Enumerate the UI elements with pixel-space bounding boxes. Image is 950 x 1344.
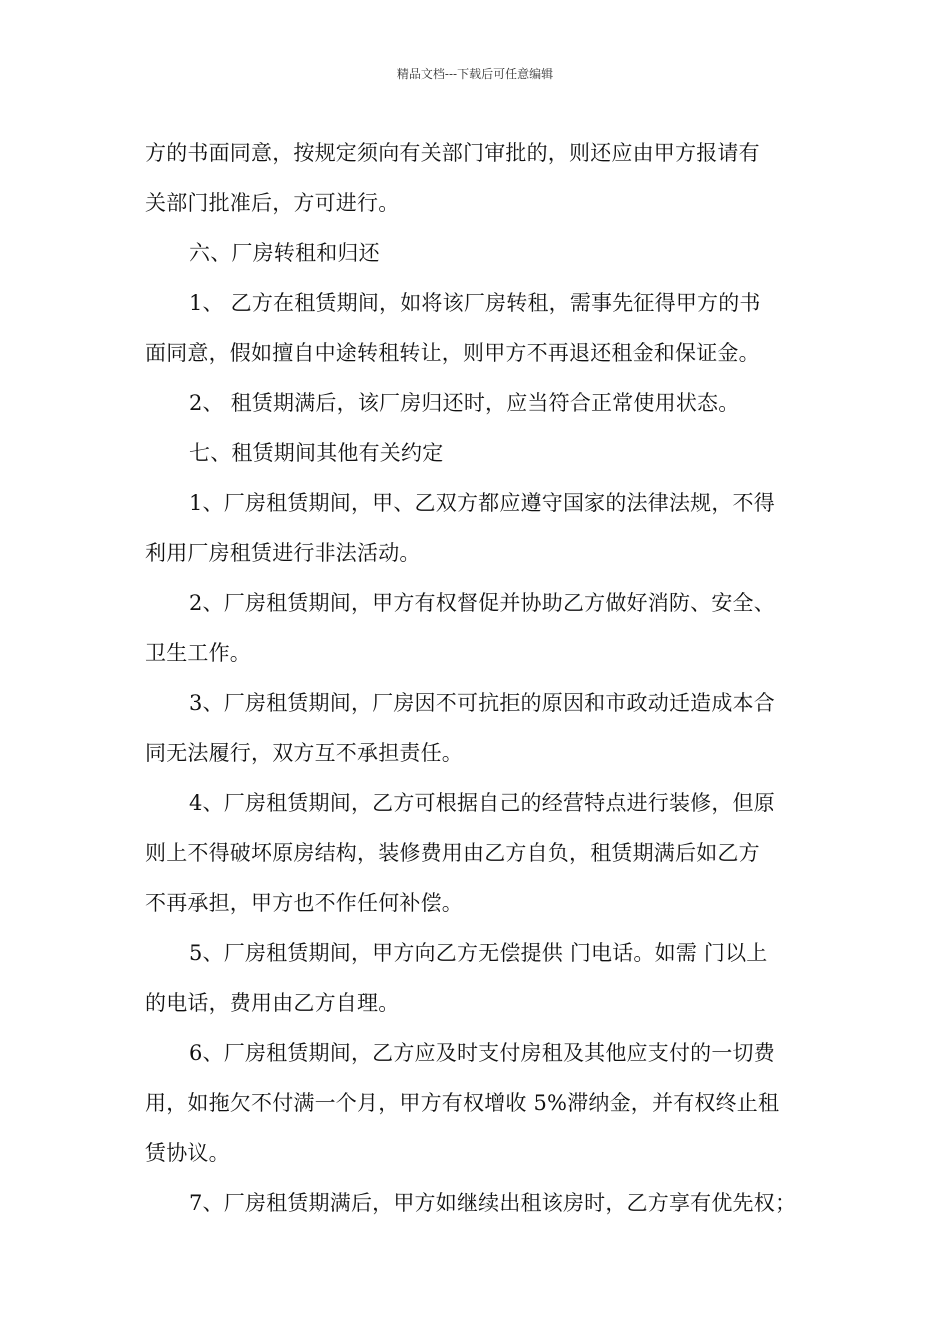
text-line: 6、厂房租赁期间，乙方应及时支付房租及其他应支付的一切费 (189, 1041, 775, 1065)
text-line: 不再承担，甲方也不作任何补偿。 (145, 891, 463, 915)
text-line: 用，如拖欠不付满一个月，甲方有权增收 5%滞纳金，并有权终止租 (145, 1091, 780, 1115)
text-line: 关部门批准后，方可进行。 (145, 191, 400, 215)
section-heading: 七、租赁期间其他有关约定 (189, 441, 444, 465)
document-body (145, 128, 807, 1228)
text-line: 7、厂房租赁期满后，甲方如继续出租该房时，乙方享有优先权； (189, 1191, 797, 1215)
text-line: 1、 乙方在租赁期间，如将该厂房转租，需事先征得甲方的书 (189, 291, 761, 315)
text-line: 的电话，费用由乙方自理。 (145, 991, 400, 1015)
text-line: 赁协议。 (145, 1141, 230, 1165)
text-line: 利用厂房租赁进行非法活动。 (145, 541, 421, 565)
text-line: 5、厂房租赁期间，甲方向乙方无偿提供 门电话。如需 门以上 (189, 941, 768, 965)
text-line: 则上不得破坏原房结构，装修费用由乙方自负，租赁期满后如乙方 (145, 841, 760, 865)
text-line: 2、 租赁期满后，该厂房归还时，应当符合正常使用状态。 (189, 391, 740, 415)
text-line: 2、厂房租赁期间，甲方有权督促并协助乙方做好消防、安全、 (189, 591, 775, 615)
text-line: 卫生工作。 (145, 641, 251, 665)
text-line: 3、厂房租赁期间，厂房因不可抗拒的原因和市政动迁造成本合 (189, 691, 775, 715)
text-line: 同无法履行，双方互不承担责任。 (145, 741, 463, 765)
text-line: 方的书面同意，按规定须向有关部门审批的，则还应由甲方报请有 (145, 141, 760, 165)
text-line: 4、厂房租赁期间，乙方可根据自己的经营特点进行装修，但原 (189, 791, 775, 815)
section-heading: 六、厂房转租和归还 (189, 241, 380, 265)
text-line: 面同意，假如擅自中途转租转让，则甲方不再退还租金和保证金。 (145, 341, 760, 365)
page-header: 精品文档---下载后可任意编辑 (396, 67, 554, 81)
text-line: 1、厂房租赁期间，甲、乙双方都应遵守国家的法律法规，不得 (189, 491, 775, 515)
